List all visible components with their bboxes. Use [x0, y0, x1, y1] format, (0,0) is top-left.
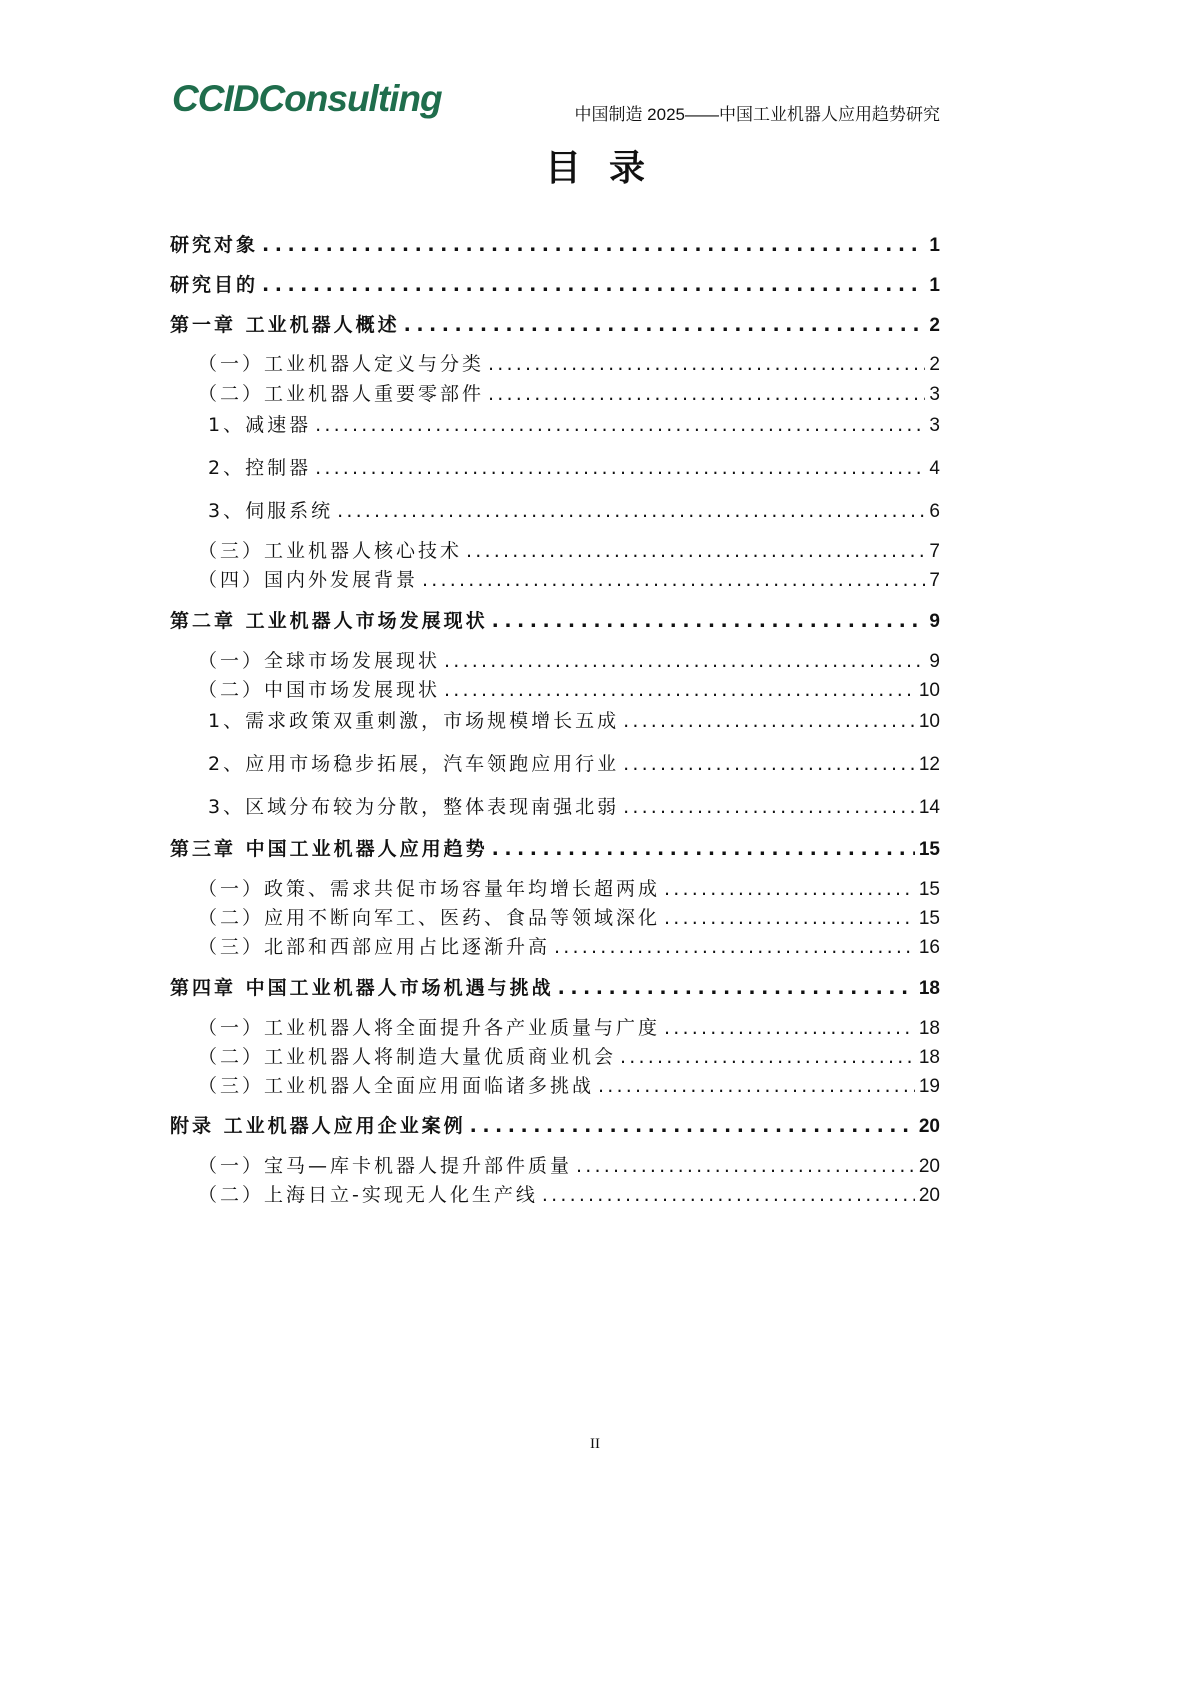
toc-entry-page: 15 — [918, 908, 940, 929]
toc-leader-dots — [623, 752, 915, 776]
toc-entry-label: （一）政策、需求共促市场容量年均增长超两成 — [198, 878, 661, 900]
toc-entry[interactable] — [198, 906, 940, 931]
toc-leader-dots — [444, 678, 915, 702]
toc-leader-dots — [664, 1016, 915, 1040]
toc-entry-label: 第四章 中国工业机器人市场机遇与挑战 — [170, 977, 554, 999]
toc-leader-dots — [492, 837, 915, 861]
toc-entry-page: 20 — [918, 1156, 940, 1177]
toc-entry-label: 第二章 工业机器人市场发展现状 — [170, 610, 488, 632]
toc-entry[interactable] — [170, 313, 940, 338]
toc-entry[interactable] — [198, 352, 940, 377]
toc-entry-page: 10 — [918, 711, 940, 732]
toc-leader-dots — [542, 1183, 915, 1207]
toc-title: 目录 — [544, 148, 673, 189]
toc-leader-dots — [315, 413, 925, 437]
toc-entry[interactable] — [198, 1045, 940, 1070]
page-number: II — [590, 1436, 600, 1452]
toc-entry[interactable] — [208, 499, 940, 524]
toc-entry[interactable] — [198, 877, 940, 902]
toc-entry[interactable] — [198, 539, 940, 564]
toc-entry-page: 19 — [918, 1076, 940, 1097]
toc-entry-page: 18 — [918, 978, 940, 999]
toc-entry-page: 15 — [918, 879, 940, 900]
toc-entry-page: 1 — [929, 275, 940, 296]
toc-entry-label: （三）工业机器人核心技术 — [198, 540, 463, 562]
toc-entry-page: 2 — [929, 354, 940, 375]
toc-leader-dots — [623, 795, 915, 819]
toc-leader-dots — [598, 1074, 915, 1098]
toc-leader-dots — [620, 1045, 915, 1069]
toc-entry-label: （二）应用不断向军工、医药、食品等领域深化 — [198, 907, 661, 929]
toc-entry-page: 3 — [929, 415, 940, 436]
toc-leader-dots — [576, 1154, 915, 1178]
toc-entry-label: （二）上海日立-实现无人化生产线 — [198, 1184, 538, 1206]
toc-entry-page: 9 — [929, 611, 940, 632]
toc-entry[interactable] — [170, 273, 940, 298]
toc-entry-label: （一）工业机器人定义与分类 — [198, 353, 485, 375]
toc-entry[interactable] — [198, 935, 940, 960]
toc-entry[interactable] — [208, 709, 940, 734]
toc-entry-label: （二）工业机器人重要零部件 — [198, 383, 485, 405]
toc-entry-page: 15 — [918, 839, 940, 860]
toc-entry-page: 3 — [929, 384, 940, 405]
toc-entry[interactable] — [170, 1114, 940, 1139]
toc-leader-dots — [492, 609, 926, 633]
document-header-title: 中国制造 2025——中国工业机器人应用趋势研究 — [574, 105, 940, 124]
toc-entry-label: 3、伺服系统 — [208, 500, 334, 522]
toc-entry[interactable] — [170, 837, 940, 862]
toc-entry-page: 16 — [918, 937, 940, 958]
toc-entry-page: 9 — [929, 651, 940, 672]
toc-leader-dots — [422, 568, 925, 592]
toc-leader-dots — [262, 273, 925, 297]
toc-entry-page: 7 — [929, 570, 940, 591]
toc-entry-label: 研究对象 — [170, 234, 259, 256]
toc-entry-label: （一）宝马—库卡机器人提升部件质量 — [198, 1155, 573, 1177]
toc-entry[interactable] — [208, 752, 940, 777]
toc-leader-dots — [664, 906, 915, 930]
toc-entry-label: （一）全球市场发展现状 — [198, 650, 441, 672]
toc-entry[interactable] — [170, 609, 940, 634]
toc-entry-label: （一）工业机器人将全面提升各产业质量与广度 — [198, 1017, 661, 1039]
toc-entry-label: 1、需求政策双重刺激，市场规模增长五成 — [208, 710, 620, 732]
toc-entry-page: 6 — [929, 501, 940, 522]
toc-entry-label: 第三章 中国工业机器人应用趋势 — [170, 838, 488, 860]
ccid-logo: CCIDConsulting — [172, 78, 442, 119]
toc-entry-label: （二）工业机器人将制造大量优质商业机会 — [198, 1046, 617, 1068]
toc-entry-page: 18 — [918, 1018, 940, 1039]
toc-leader-dots — [470, 1114, 915, 1138]
toc-entry-page: 4 — [929, 458, 940, 479]
toc-entry[interactable] — [198, 1183, 940, 1208]
toc-entry-label: 3、区域分布较为分散，整体表现南强北弱 — [208, 796, 620, 818]
toc-entry[interactable] — [208, 795, 940, 820]
toc-entry-label: 第一章 工业机器人概述 — [170, 314, 400, 336]
toc-entry-page: 14 — [918, 797, 940, 818]
toc-entry[interactable] — [198, 649, 940, 674]
toc-entry-label: 2、应用市场稳步拓展，汽车领跑应用行业 — [208, 753, 620, 775]
toc-leader-dots — [262, 233, 925, 257]
toc-entry[interactable] — [208, 456, 940, 481]
toc-entry-label: 2、控制器 — [208, 457, 312, 479]
toc-entry[interactable] — [170, 976, 940, 1001]
toc-entry-label: （三）工业机器人全面应用面临诸多挑战 — [198, 1075, 595, 1097]
toc-entry[interactable] — [198, 568, 940, 593]
toc-entry-label: （四）国内外发展背景 — [198, 569, 419, 591]
toc-entry-label: 研究目的 — [170, 274, 259, 296]
toc-entry-label: （三）北部和西部应用占比逐渐升高 — [198, 936, 551, 958]
toc-leader-dots — [488, 382, 925, 406]
toc-entry[interactable] — [198, 1074, 940, 1099]
toc-leader-dots — [337, 499, 925, 523]
toc-leader-dots — [623, 709, 915, 733]
toc-entry-page: 18 — [918, 1047, 940, 1068]
toc-entry-label: 1、减速器 — [208, 414, 312, 436]
toc-entry[interactable] — [198, 382, 940, 407]
toc-entry[interactable] — [198, 1154, 940, 1179]
toc-entry[interactable] — [198, 678, 940, 703]
toc-entry-label: 附录 工业机器人应用企业案例 — [170, 1115, 466, 1137]
toc-leader-dots — [466, 539, 925, 563]
toc-leader-dots — [404, 313, 926, 337]
toc-entry-page: 2 — [929, 315, 940, 336]
toc-entry-page: 20 — [918, 1185, 940, 1206]
toc-entry[interactable] — [170, 233, 940, 258]
toc-leader-dots — [554, 935, 915, 959]
toc-entry-page: 12 — [918, 754, 940, 775]
toc-entry-page: 10 — [918, 680, 940, 701]
toc-entry-page: 7 — [929, 541, 940, 562]
toc-leader-dots — [444, 649, 925, 673]
toc-leader-dots — [315, 456, 925, 480]
toc-leader-dots — [488, 352, 925, 376]
toc-entry[interactable] — [198, 1016, 940, 1041]
toc-leader-dots — [558, 976, 915, 1000]
toc-entry[interactable] — [208, 413, 940, 438]
toc-leader-dots — [664, 877, 915, 901]
toc-entry-label: （二）中国市场发展现状 — [198, 679, 441, 701]
toc-entry-page: 1 — [929, 235, 940, 256]
toc-entry-page: 20 — [918, 1116, 940, 1137]
